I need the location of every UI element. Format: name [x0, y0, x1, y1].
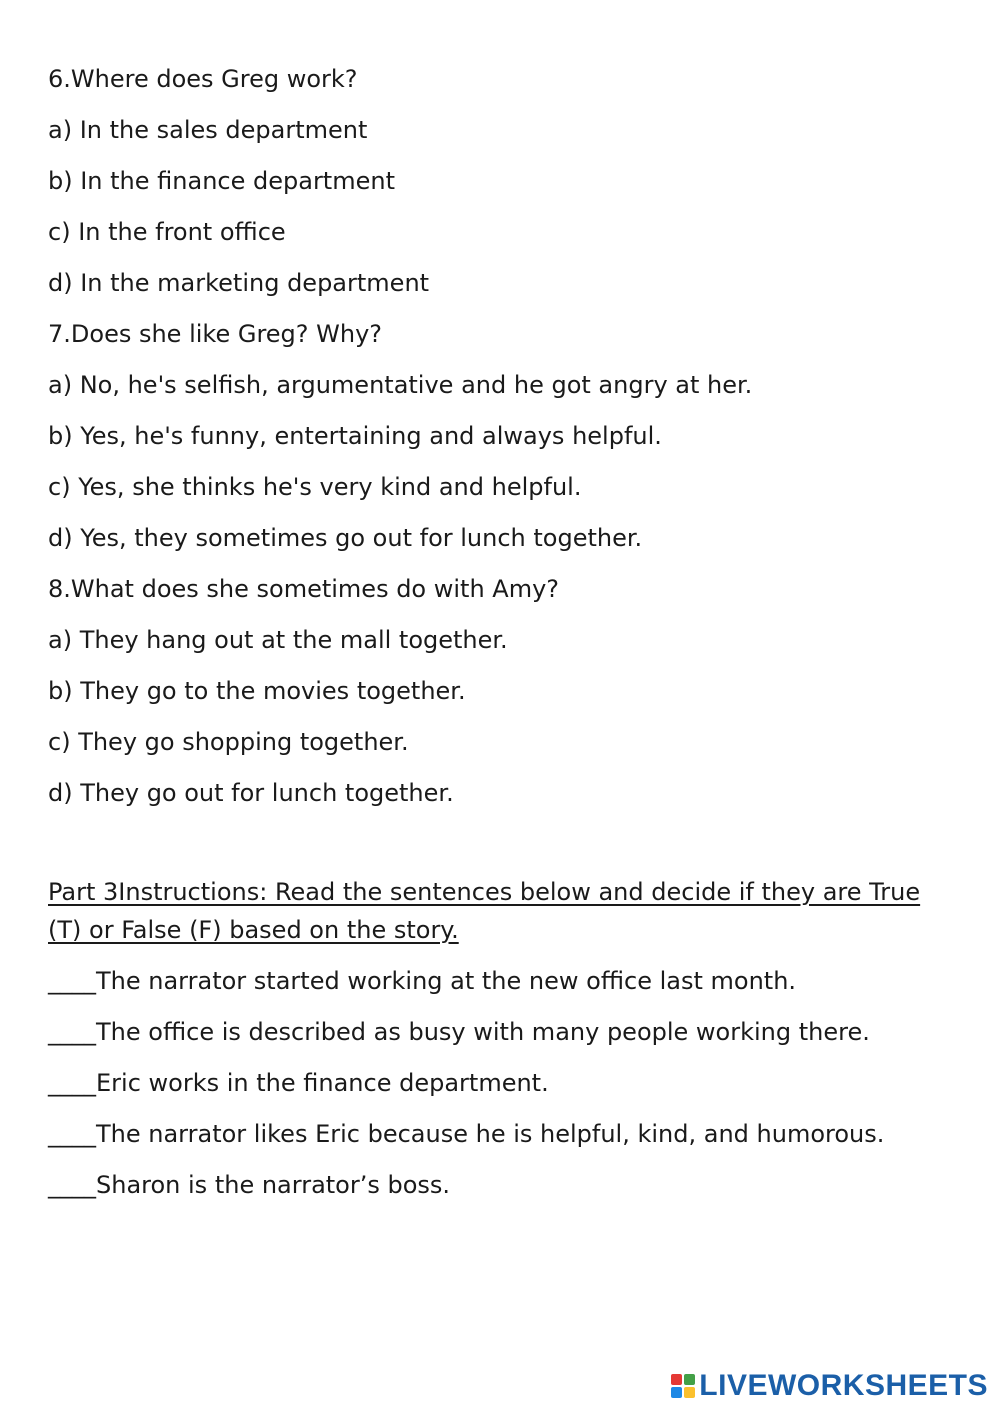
logo-square-1 — [671, 1374, 682, 1385]
answer-option[interactable]: d) In the marketing department — [48, 269, 430, 297]
worksheet-content — [48, 60, 928, 1204]
answer-option[interactable]: a) They hang out at the mall together. — [48, 626, 508, 654]
answer-option[interactable]: c) In the front office — [48, 218, 286, 246]
answer-option[interactable]: b) They go to the movies together. — [48, 677, 466, 705]
true-false-statement[interactable]: ____Eric works in the finance department. — [48, 1069, 549, 1097]
part3-section — [48, 873, 928, 1204]
answer-option[interactable]: d) They go out for lunch together. — [48, 779, 454, 807]
section-spacer — [48, 825, 928, 873]
question-text: 6.Where does Greg work? — [48, 65, 358, 93]
answer-option[interactable]: b) In the finance department — [48, 167, 395, 195]
answer-option[interactable]: a) In the sales department — [48, 116, 368, 144]
answer-option[interactable]: b) Yes, he's funny, entertaining and always helpful. — [48, 422, 662, 450]
question-text: 7.Does she like Greg? Why? — [48, 320, 383, 348]
true-false-statement[interactable]: ____The narrator likes Eric because he is helpful, kind, and humorous. — [48, 1120, 885, 1148]
true-false-statement[interactable]: ____The office is described as busy with many people working there. — [48, 1018, 870, 1046]
liveworksheets-logo — [671, 1370, 988, 1402]
part3-instructions: Part 3Instructions: Read the sentences below and decide if they are True (T) or False (F) based on the story. — [48, 878, 921, 944]
answer-option[interactable]: d) Yes, they sometimes go out for lunch together. — [48, 524, 643, 552]
true-false-statement[interactable]: ____Sharon is the narrator’s boss. — [48, 1171, 451, 1199]
question-text: 8.What does she sometimes do with Amy? — [48, 575, 560, 603]
logo-square-3 — [671, 1387, 682, 1398]
answer-option[interactable]: c) Yes, she thinks he's very kind and helpful. — [48, 473, 582, 501]
answer-option[interactable]: c) They go shopping together. — [48, 728, 409, 756]
answer-option[interactable]: a) No, he's selfish, argumentative and he got angry at her. — [48, 371, 753, 399]
question-block-6 — [48, 60, 928, 302]
question-block-7 — [48, 315, 928, 557]
logo-square-4 — [684, 1387, 695, 1398]
logo-text: LIVEWORKSHEETS — [699, 1369, 988, 1402]
question-block-8 — [48, 570, 928, 812]
true-false-statement[interactable]: ____The narrator started working at the new office last month. — [48, 967, 797, 995]
logo-square-2 — [684, 1374, 695, 1385]
liveworksheets-logo-icon — [671, 1374, 695, 1398]
